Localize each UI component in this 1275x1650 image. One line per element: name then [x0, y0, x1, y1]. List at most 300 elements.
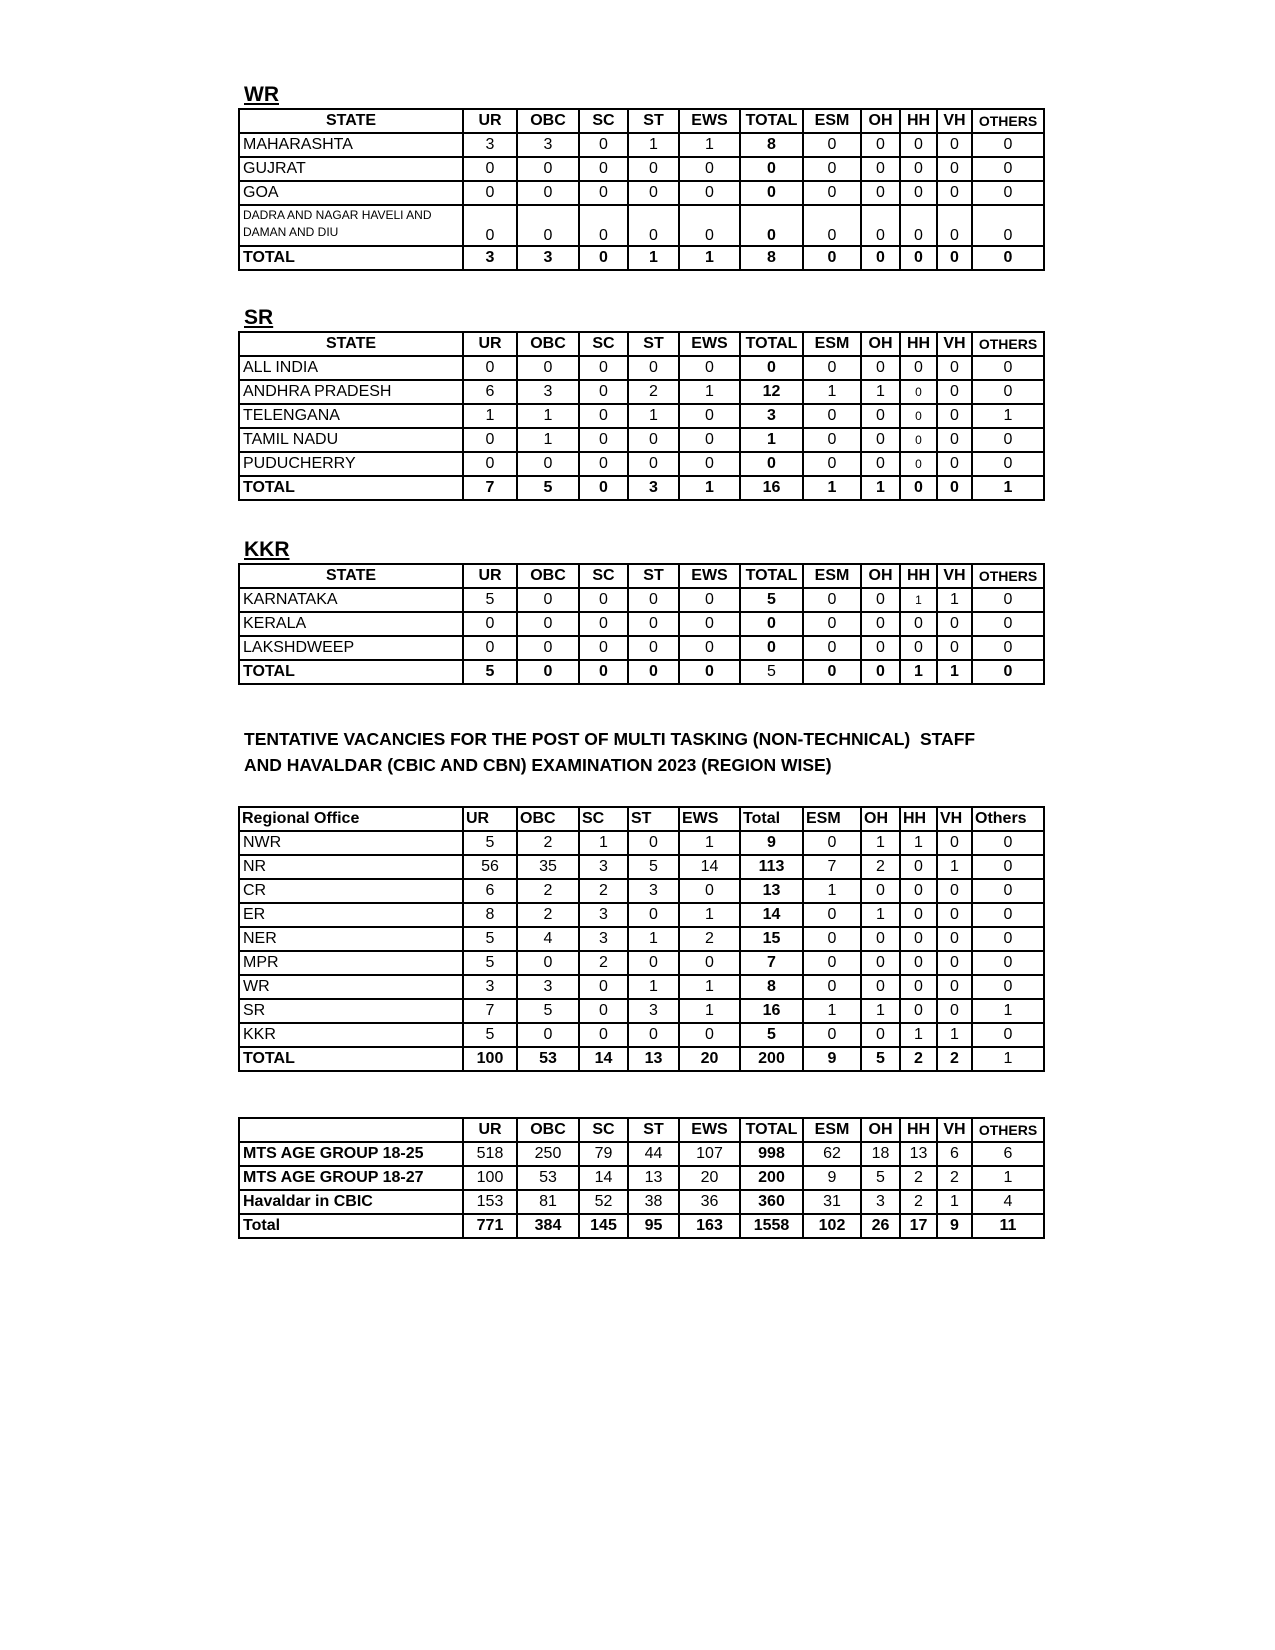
cell: 56	[463, 855, 517, 879]
cell-total: 0	[740, 452, 803, 476]
table-row	[239, 356, 1044, 380]
cell: 0	[628, 612, 679, 636]
cell: 5	[463, 1023, 517, 1047]
cell-total: 0	[740, 181, 803, 205]
col-header: ST	[628, 564, 679, 588]
cell: 0	[972, 246, 1044, 270]
cell-total: 1	[740, 428, 803, 452]
cell-total: 7	[740, 951, 803, 975]
cell: 0	[972, 831, 1044, 855]
cell: 1	[463, 404, 517, 428]
region-section	[238, 806, 1045, 1072]
cell: 2	[628, 380, 679, 404]
region-name: ER	[239, 903, 463, 927]
cell: 0	[803, 612, 861, 636]
cell-total: 8	[740, 975, 803, 999]
cell: 9	[937, 1214, 972, 1238]
table-total-row	[239, 476, 1044, 500]
cell: 0	[861, 951, 900, 975]
cell: 0	[579, 205, 628, 246]
group-name: MTS AGE GROUP 18-25	[239, 1142, 463, 1166]
col-header: HH	[900, 109, 937, 133]
cell: 38	[628, 1190, 679, 1214]
cell: 0	[517, 636, 579, 660]
col-header: STATE	[239, 564, 463, 588]
table-row	[239, 404, 1044, 428]
cell: 1	[803, 476, 861, 500]
cell: 2	[679, 927, 740, 951]
cell: 0	[972, 181, 1044, 205]
cell: 518	[463, 1142, 517, 1166]
cell: 0	[900, 927, 937, 951]
cell-total: 0	[740, 157, 803, 181]
cell: 0	[803, 951, 861, 975]
cell: 0	[803, 1023, 861, 1047]
summary-table	[238, 1117, 1045, 1239]
cell: 14	[579, 1047, 628, 1071]
col-header: OTHERS	[972, 1118, 1044, 1142]
cell: 95	[628, 1214, 679, 1238]
cell: 0	[937, 452, 972, 476]
heading-line-1: TENTATIVE VACANCIES FOR THE POST OF MULTI TASKING (NON-TECHNICAL) STAFF	[244, 729, 976, 749]
col-header: UR	[463, 807, 517, 831]
table-row	[239, 927, 1044, 951]
col-header: UR	[463, 332, 517, 356]
cell: 3	[628, 999, 679, 1023]
cell: 0	[579, 356, 628, 380]
cell: 0	[900, 428, 937, 452]
cell: 0	[972, 1023, 1044, 1047]
cell: 3	[579, 927, 628, 951]
table-row	[239, 133, 1044, 157]
cell: 0	[861, 133, 900, 157]
cell: 0	[861, 636, 900, 660]
table-row	[239, 157, 1044, 181]
col-header: STATE	[239, 109, 463, 133]
cell: 0	[803, 356, 861, 380]
region-name: NWR	[239, 831, 463, 855]
cell: 5	[861, 1166, 900, 1190]
cell: 0	[900, 855, 937, 879]
cell: 5	[463, 660, 517, 684]
col-header: Regional Office	[239, 807, 463, 831]
cell: 1	[628, 404, 679, 428]
col-header: SC	[579, 807, 628, 831]
cell: 0	[579, 612, 628, 636]
cell: 0	[900, 975, 937, 999]
table-row	[239, 855, 1044, 879]
cell: 163	[679, 1214, 740, 1238]
col-header: UR	[463, 564, 517, 588]
cell: 0	[937, 879, 972, 903]
cell: 0	[861, 612, 900, 636]
cell: 2	[517, 903, 579, 927]
cell-total: 360	[740, 1190, 803, 1214]
cell: 1	[803, 380, 861, 404]
cell: 0	[937, 951, 972, 975]
col-header: OTHERS	[972, 332, 1044, 356]
sr-table	[238, 331, 1045, 501]
cell: 5	[463, 588, 517, 612]
cell: 2	[900, 1047, 937, 1071]
cell: 0	[579, 404, 628, 428]
cell: 5	[517, 476, 579, 500]
table-header-row	[239, 332, 1044, 356]
state-name: ANDHRA PRADESH	[239, 380, 463, 404]
cell: 0	[861, 181, 900, 205]
cell: 0	[900, 612, 937, 636]
col-header: OTHERS	[972, 109, 1044, 133]
cell: 79	[579, 1142, 628, 1166]
cell: 2	[517, 831, 579, 855]
cell: 0	[517, 660, 579, 684]
cell: 1	[861, 999, 900, 1023]
col-header: VH	[937, 564, 972, 588]
cell-total: 5	[740, 1023, 803, 1047]
cell: 0	[937, 181, 972, 205]
cell: 7	[463, 476, 517, 500]
cell: 3	[463, 133, 517, 157]
cell: 0	[628, 660, 679, 684]
cell: 1	[900, 588, 937, 612]
cell: 1	[937, 660, 972, 684]
cell: 5	[463, 831, 517, 855]
col-header: OH	[861, 332, 900, 356]
cell: 0	[900, 404, 937, 428]
region-name: WR	[239, 975, 463, 999]
cell: 0	[679, 157, 740, 181]
cell: 1	[803, 999, 861, 1023]
cell: 0	[972, 636, 1044, 660]
cell: 7	[803, 855, 861, 879]
col-header: OBC	[517, 564, 579, 588]
col-header: SC	[579, 332, 628, 356]
state-name: PUDUCHERRY	[239, 452, 463, 476]
cell: 0	[861, 660, 900, 684]
table-header-row	[239, 1118, 1044, 1142]
cell: 0	[679, 404, 740, 428]
cell: 0	[628, 157, 679, 181]
cell: 0	[579, 636, 628, 660]
table-row	[239, 951, 1044, 975]
cell: 20	[679, 1166, 740, 1190]
cell: 6	[463, 380, 517, 404]
cell: 0	[517, 157, 579, 181]
col-header: ESM	[803, 807, 861, 831]
cell: 0	[861, 246, 900, 270]
cell: 0	[628, 903, 679, 927]
table-total-row	[239, 246, 1044, 270]
cell: 0	[937, 428, 972, 452]
cell: 5	[463, 951, 517, 975]
col-header: ESM	[803, 332, 861, 356]
cell: 0	[937, 380, 972, 404]
cell: 0	[517, 181, 579, 205]
cell: 0	[937, 133, 972, 157]
cell: 3	[517, 380, 579, 404]
col-header: OBC	[517, 109, 579, 133]
cell: 102	[803, 1214, 861, 1238]
col-header: TOTAL	[740, 1118, 803, 1142]
state-name: DADRA AND NAGAR HAVELI AND DAMAN AND DIU	[239, 205, 463, 246]
cell: 1	[972, 1166, 1044, 1190]
cell: 0	[972, 205, 1044, 246]
col-header: ST	[628, 1118, 679, 1142]
cell: 1	[679, 999, 740, 1023]
cell: 14	[579, 1166, 628, 1190]
cell: 11	[972, 1214, 1044, 1238]
cell: 3	[517, 975, 579, 999]
table-total-row	[239, 660, 1044, 684]
cell: 0	[861, 927, 900, 951]
sr-title: SR	[244, 306, 274, 329]
kkr-title: KKR	[244, 538, 290, 561]
col-header: SC	[579, 1118, 628, 1142]
cell: 8	[740, 246, 803, 270]
total-label: TOTAL	[239, 1047, 463, 1071]
cell: 0	[628, 428, 679, 452]
cell: 0	[861, 428, 900, 452]
col-header: EWS	[679, 1118, 740, 1142]
cell: 8	[463, 903, 517, 927]
cell: 0	[679, 452, 740, 476]
table-row	[239, 452, 1044, 476]
col-header: EWS	[679, 564, 740, 588]
cell: 0	[937, 612, 972, 636]
cell: 13	[900, 1142, 937, 1166]
cell: 1	[937, 1190, 972, 1214]
cell: 0	[937, 356, 972, 380]
cell: 3	[463, 246, 517, 270]
cell: 1	[803, 879, 861, 903]
heading-line-2: AND HAVALDAR (CBIC AND CBN) EXAMINATION 2023 (REGION WISE)	[244, 755, 832, 775]
cell: 0	[972, 452, 1044, 476]
summary-section	[238, 1117, 1045, 1239]
region-name: MPR	[239, 951, 463, 975]
table-row	[239, 380, 1044, 404]
cell: 0	[803, 246, 861, 270]
col-header	[239, 1118, 463, 1142]
cell: 0	[972, 612, 1044, 636]
cell: 0	[861, 404, 900, 428]
cell: 0	[900, 452, 937, 476]
region-table	[238, 806, 1045, 1072]
cell: 100	[463, 1047, 517, 1071]
cell: 1	[861, 831, 900, 855]
cell: 52	[579, 1190, 628, 1214]
cell: 0	[972, 951, 1044, 975]
table-total-row	[239, 1047, 1044, 1071]
cell: 0	[679, 660, 740, 684]
cell: 0	[579, 380, 628, 404]
cell: 31	[803, 1190, 861, 1214]
cell: 0	[517, 612, 579, 636]
cell: 0	[937, 927, 972, 951]
total-label: TOTAL	[239, 246, 463, 270]
col-header: Total	[740, 807, 803, 831]
cell: 2	[900, 1190, 937, 1214]
cell: 0	[900, 903, 937, 927]
cell: 0	[972, 380, 1044, 404]
cell: 2	[861, 855, 900, 879]
cell: 0	[517, 452, 579, 476]
cell: 1	[861, 380, 900, 404]
cell: 16	[740, 476, 803, 500]
cell: 1	[900, 1023, 937, 1047]
cell: 0	[937, 636, 972, 660]
col-header: VH	[937, 332, 972, 356]
cell: 0	[517, 588, 579, 612]
cell: 0	[679, 356, 740, 380]
cell: 0	[463, 157, 517, 181]
cell-total: 16	[740, 999, 803, 1023]
cell: 0	[937, 246, 972, 270]
cell: 36	[679, 1190, 740, 1214]
cell: 0	[463, 181, 517, 205]
cell: 0	[861, 1023, 900, 1047]
cell: 0	[803, 428, 861, 452]
cell: 0	[463, 612, 517, 636]
cell: 35	[517, 855, 579, 879]
cell: 771	[463, 1214, 517, 1238]
group-name: MTS AGE GROUP 18-27	[239, 1166, 463, 1190]
cell: 145	[579, 1214, 628, 1238]
cell: 0	[628, 951, 679, 975]
cell: 1	[679, 246, 740, 270]
col-header: HH	[900, 1118, 937, 1142]
cell: 0	[803, 181, 861, 205]
cell: 0	[463, 205, 517, 246]
cell: 2	[579, 879, 628, 903]
cell: 1	[861, 903, 900, 927]
cell: 0	[900, 356, 937, 380]
cell: 0	[972, 356, 1044, 380]
cell-total: 15	[740, 927, 803, 951]
cell: 13	[628, 1166, 679, 1190]
cell: 0	[628, 452, 679, 476]
cell: 0	[972, 588, 1044, 612]
state-name: KERALA	[239, 612, 463, 636]
cell: 0	[900, 246, 937, 270]
cell: 0	[463, 428, 517, 452]
col-header: VH	[937, 109, 972, 133]
cell-total: 8	[740, 133, 803, 157]
cell: 26	[861, 1214, 900, 1238]
table-row	[239, 1166, 1044, 1190]
cell: 0	[679, 879, 740, 903]
col-header: HH	[900, 807, 937, 831]
col-header: SC	[579, 564, 628, 588]
cell: 0	[937, 831, 972, 855]
region-name: SR	[239, 999, 463, 1023]
cell: 0	[463, 636, 517, 660]
cell: 0	[972, 975, 1044, 999]
cell: 0	[579, 476, 628, 500]
cell: 3	[517, 246, 579, 270]
table-row	[239, 205, 1044, 246]
col-header: VH	[937, 807, 972, 831]
cell: 0	[900, 636, 937, 660]
table-total-row	[239, 1214, 1044, 1238]
cell: 5	[740, 660, 803, 684]
cell: 384	[517, 1214, 579, 1238]
cell: 1	[900, 660, 937, 684]
cell: 0	[803, 975, 861, 999]
cell: 0	[972, 660, 1044, 684]
cell: 0	[679, 588, 740, 612]
wr-section	[238, 82, 1045, 271]
col-header: OBC	[517, 332, 579, 356]
cell: 1	[972, 476, 1044, 500]
sr-section	[238, 305, 1045, 501]
cell: 1	[679, 975, 740, 999]
col-header: ESM	[803, 564, 861, 588]
wr-title: WR	[244, 83, 279, 106]
table-row	[239, 428, 1044, 452]
state-name: MAHARASHTA	[239, 133, 463, 157]
cell: 0	[861, 879, 900, 903]
region-name: NER	[239, 927, 463, 951]
cell: 3	[861, 1190, 900, 1214]
state-name: ALL INDIA	[239, 356, 463, 380]
cell: 0	[972, 133, 1044, 157]
state-name: LAKSHDWEEP	[239, 636, 463, 660]
cell: 1	[900, 831, 937, 855]
cell-total: 0	[740, 205, 803, 246]
cell: 5	[463, 927, 517, 951]
col-header: TOTAL	[740, 564, 803, 588]
table-row	[239, 588, 1044, 612]
cell: 20	[679, 1047, 740, 1071]
table-row	[239, 181, 1044, 205]
cell-total: 998	[740, 1142, 803, 1166]
region-name: NR	[239, 855, 463, 879]
cell: 0	[679, 636, 740, 660]
cell-total: 12	[740, 380, 803, 404]
cell: 17	[900, 1214, 937, 1238]
cell: 1	[628, 133, 679, 157]
table-header-row	[239, 564, 1044, 588]
cell: 1558	[740, 1214, 803, 1238]
cell: 0	[463, 356, 517, 380]
table-row	[239, 1190, 1044, 1214]
cell: 0	[579, 246, 628, 270]
table-row	[239, 636, 1044, 660]
kkr-section	[238, 537, 1045, 685]
col-header: OH	[861, 807, 900, 831]
state-name: TELENGANA	[239, 404, 463, 428]
cell: 0	[900, 476, 937, 500]
cell: 1	[679, 133, 740, 157]
cell: 0	[517, 1023, 579, 1047]
col-header: OBC	[517, 1118, 579, 1142]
col-header: Others	[972, 807, 1044, 831]
cell-total: 5	[740, 588, 803, 612]
cell: 0	[861, 205, 900, 246]
cell: 0	[803, 133, 861, 157]
cell: 0	[679, 612, 740, 636]
vacancies-heading	[244, 726, 1004, 778]
table-row	[239, 975, 1044, 999]
cell: 81	[517, 1190, 579, 1214]
cell: 5	[517, 999, 579, 1023]
cell: 0	[679, 205, 740, 246]
cell: 18	[861, 1142, 900, 1166]
cell: 0	[861, 975, 900, 999]
cell: 0	[628, 181, 679, 205]
cell: 1	[579, 831, 628, 855]
cell: 1	[937, 1023, 972, 1047]
